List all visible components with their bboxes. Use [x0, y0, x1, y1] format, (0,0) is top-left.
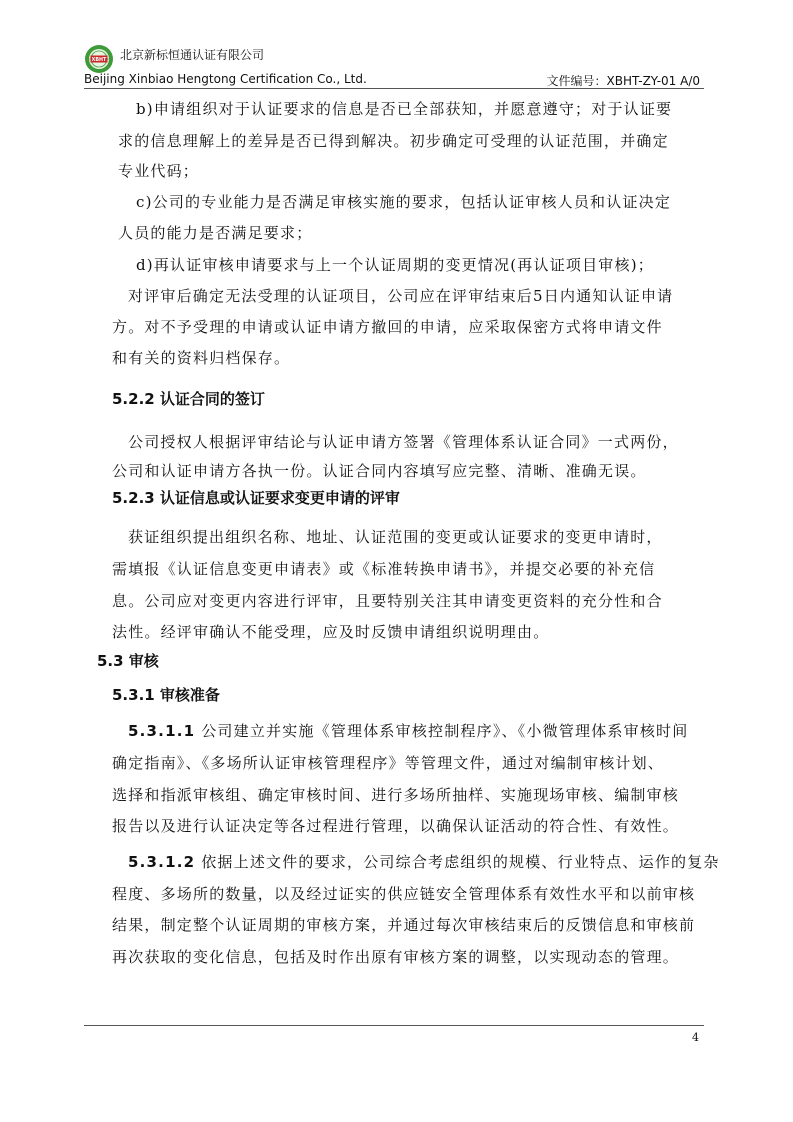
logo-text: XBHT: [91, 58, 107, 63]
header-divider: [84, 88, 704, 89]
body-line: 对评审后确定无法受理的认证项目，公司应在评审结束后5日内通知认证申请: [128, 287, 674, 305]
body-line: 息。公司应对变更内容进行评审，且要特别关注其申请变更资料的充分性和合: [112, 592, 663, 610]
section-heading-5-2-2: 5.2.2 认证合同的签订: [112, 390, 265, 408]
footer-divider: [84, 1025, 704, 1026]
body-line: 结果，制定整个认证周期的审核方案，并通过每次审核结束后的反馈信息和审核前: [112, 916, 696, 934]
body-line: b)申请组织对于认证要求的信息是否已全部获知，并愿意遵守；对于认证要: [136, 100, 673, 118]
company-logo: [84, 44, 114, 74]
body-line: 需填报《认证信息变更申请表》或《标准转换申请书》，并提交必要的补充信: [112, 560, 656, 578]
body-line: 5.3.1.2 依据上述文件的要求，公司综合考虑组织的规模、行业特点、运作的复杂: [128, 853, 720, 871]
body-line: c)公司的专业能力是否满足审核实施的要求，包括认证审核人员和认证决定: [136, 193, 672, 211]
body-line: 确定指南》、《多场所认证审核管理程序》等管理文件，通过对编制审核计划、: [112, 754, 665, 772]
body-line: 求的信息理解上的差异是否已得到解决。初步确定可受理的认证范围，并确定: [118, 132, 669, 150]
body-line: 公司和认证申请方各执一份。认证合同内容填写应完整、清晰、准确无误。: [112, 462, 647, 480]
body-line: 公司授权人根据评审结论与认证申请方签署《管理体系认证合同》一式两份，: [128, 433, 679, 451]
body-line: 人员的能力是否满足要求；: [118, 224, 313, 242]
body-line: d)再认证审核申请要求与上一个认证周期的变更情况(再认证项目审核)；: [136, 256, 654, 274]
section-heading-5-3: 5.3 审核: [97, 652, 159, 670]
company-name-cn: 北京新标恒通认证有限公司: [120, 48, 265, 62]
section-heading-5-2-3: 5.2.3 认证信息或认证要求变更申请的评审: [112, 489, 400, 507]
clause-number: 5.3.1.1: [128, 722, 196, 740]
body-line: 5.3.1.1 公司建立并实施《管理体系审核控制程序》、《小微管理体系审核时间: [128, 722, 689, 740]
document-number: 文件编号：XBHT-ZY-01 A/0: [546, 74, 700, 88]
body-line: 法性。经评审确认不能受理，应及时反馈申请组织说明理由。: [112, 623, 550, 641]
body-line: 和有关的资料归档保存。: [112, 349, 291, 367]
body-line: 方。对不予受理的申请或认证申请方撤回的申请，应采取保密方式将申请文件: [112, 318, 663, 336]
body-line: 专业代码；: [118, 162, 200, 180]
body-line: 获证组织提出组织名称、地址、认证范围的变更或认证要求的变更申请时，: [128, 528, 663, 546]
body-line: 再次获取的变化信息，包括及时作出原有审核方案的调整，以实现动态的管理。: [112, 948, 680, 966]
page-number: 4: [692, 1031, 699, 1044]
company-name-en: Beijing Xinbiao Hengtong Certification Co., Ltd.: [84, 72, 367, 86]
clause-number: 5.3.1.2: [128, 853, 196, 871]
body-line: 程度、多场所的数量，以及经过证实的供应链安全管理体系有效性水平和以前审核: [112, 885, 696, 903]
body-line: 报告以及进行认证决定等各过程进行管理，以确保认证活动的符合性、有效性。: [112, 817, 680, 835]
body-line: 选择和指派审核组、确定审核时间、进行多场所抽样、实施现场审核、编制审核: [112, 786, 680, 804]
section-heading-5-3-1: 5.3.1 审核准备: [112, 686, 220, 704]
